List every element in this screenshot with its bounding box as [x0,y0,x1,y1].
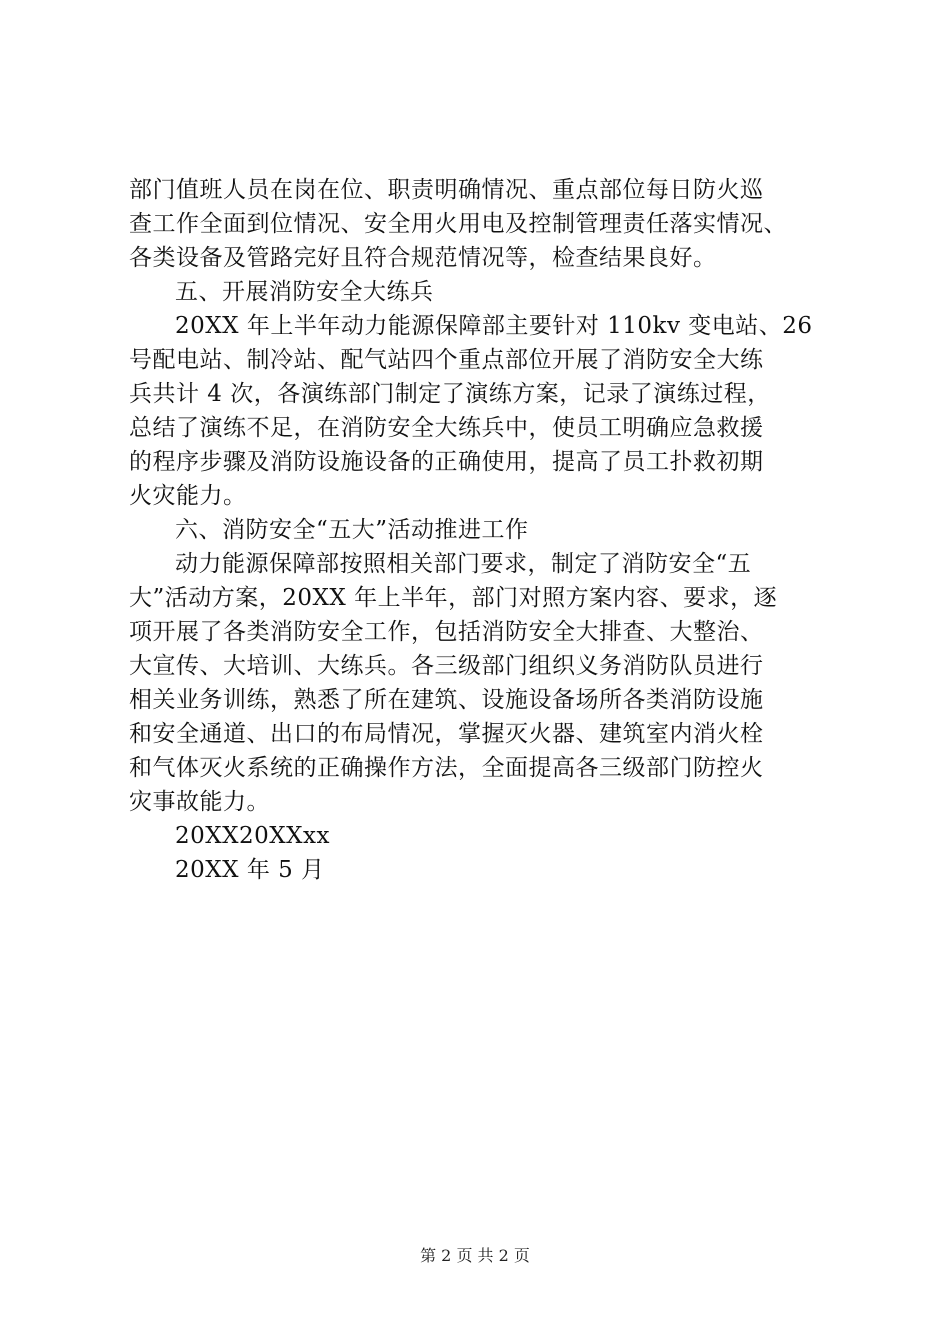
page-number-footer: 第 2 页 共 2 页 [420,1246,530,1265]
body-line: 相关业务训练，熟悉了所在建筑、设施设备场所各类消防设施 [129,687,764,713]
body-line: 兵共计 4 次，各演练部门制定了演练方案，记录了演练过程， [129,381,771,407]
body-line: 火灾能力。 [129,483,247,509]
body-line: 项开展了各类消防安全工作，包括消防安全大排查、大整治、 [129,619,764,645]
section-heading: 六、消防安全“五大”活动推进工作 [175,517,529,543]
body-line: 动力能源保障部按照相关部门要求，制定了消防安全“五 [175,551,752,577]
body-line: 的程序步骤及消防设施设备的正确使用，提高了员工扑救初期 [129,449,764,475]
body-line: 20XX 年上半年动力能源保障部主要针对 110kv 变电站、26 [175,313,813,339]
body-line: 灾事故能力。 [129,789,270,815]
body-line: 和气体灭火系统的正确操作方法，全面提高各三级部门防控火 [129,755,764,781]
body-line: 各类设备及管路完好且符合规范情况等，检查结果良好。 [129,245,717,271]
body-line: 号配电站、制冷站、配气站四个重点部位开展了消防安全大练 [129,347,764,373]
section-heading: 五、开展消防安全大练兵 [175,279,434,305]
date-line: 20XX 年 5 月 [175,857,325,883]
body-line: 大宣传、大培训、大练兵。各三级部门组织义务消防队员进行 [129,653,764,679]
signature-line: 20XX20XXxx [175,823,330,849]
body-line: 和安全通道、出口的布局情况，掌握灭火器、建筑室内消火栓 [129,721,764,747]
body-line: 总结了演练不足，在消防安全大练兵中，使员工明确应急救援 [129,415,764,441]
body-line: 查工作全面到位情况、安全用火用电及控制管理责任落实情况、 [129,211,787,237]
body-line: 部门值班人员在岗在位、职责明确情况、重点部位每日防火巡 [129,177,764,203]
body-line: 大”活动方案，20XX 年上半年，部门对照方案内容、要求，逐 [129,585,778,611]
